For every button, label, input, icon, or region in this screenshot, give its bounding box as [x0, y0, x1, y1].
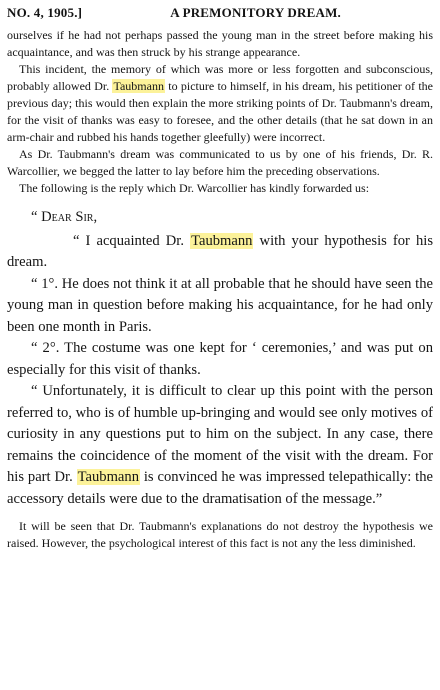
letter-paragraph-1: “ I acquainted Dr. Taubmann with your hypothesis for his dream. [7, 232, 433, 270]
intro-paragraph-2: This incident, the memory of which was more or less forgotten and subconscious, probably allowed Dr. Taubmann to picture to himself, in his dream, his petitioner of the previous day; this would then explain the more striking points of Dr. Taubmann's dream, for the visit of thanks was easy to foresee, and the other details (that he sat down in an arm-chair and rubbed his hands together gleefully) were incorrect. [7, 62, 433, 144]
letter-paragraph-3: “ 2°. The costume was one kept for ‘ ceremonies,’ and was put on especially for this visit of thanks. [7, 340, 433, 378]
intro-paragraph-3: As Dr. Taubmann's dream was communicated to us by one of his friends, Dr. R. Warcollier, we begged the latter to lay before him the preceding observations. [7, 147, 433, 178]
letter-salutation: “ Dear Sir, [31, 209, 98, 225]
letter-paragraph-4: “ Unfortunately, it is difficult to clear up this point with the person referred to, who is of humble up-bringing and would see only motives of curiosity in any questions put to him on the subject. In any case, there remains the coincidence of the moment of the visit with the dream. For his part Dr. Taubmann is convinced he was impressed telepathically: the accessory details were due to the dramatisation of the message.” [7, 383, 433, 507]
letter-paragraph-2: “ 1°. He does not think it at all probable that he should have seen the young man in question before making his acquaintance, for he had only been one month in Paris. [7, 275, 433, 335]
intro-paragraph-4: The following is the reply which Dr. Warcollier has kindly forwarded us: [19, 181, 370, 195]
highlighted-name: Taubmann [191, 232, 253, 249]
closing-paragraph: It will be seen that Dr. Taubmann's explanations do not destroy the hypothesis we raised. However, the psychological interest of this fact is not any the less diminished. [7, 519, 433, 550]
closing-section [7, 518, 433, 552]
page-header [7, 5, 433, 21]
highlighted-name: Taubmann [77, 469, 139, 485]
letter-section [7, 207, 433, 510]
running-title: A PREMONITORY DREAM. [170, 5, 341, 20]
intro-paragraph-1: ourselves if he had not perhaps passed the young man in the street before making his acquaintance, and was then struck by his strange appearance. [7, 28, 433, 59]
intro-section [7, 27, 433, 197]
issue-number: NO. 4, 1905.] [7, 5, 83, 20]
highlighted-name: Taubmann [113, 79, 164, 93]
